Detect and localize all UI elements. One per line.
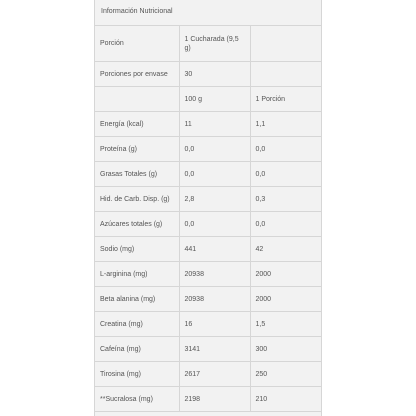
per-100g-value: 11	[179, 112, 250, 137]
per-100g-value: 0,0	[179, 212, 250, 237]
row-label: Creatina (mg)	[95, 312, 179, 337]
table-row	[95, 162, 321, 187]
nutrition-table	[95, 25, 321, 412]
per-100g-value: 0,0	[179, 137, 250, 162]
per-serving-value: 0,0	[250, 162, 321, 187]
per-100g-value: 20938	[179, 287, 250, 312]
per-serving-value: 1,5	[250, 312, 321, 337]
table-row	[95, 287, 321, 312]
table-row	[95, 262, 321, 287]
table-row	[95, 87, 321, 112]
table-row	[95, 187, 321, 212]
per-serving-value: 0,0	[250, 212, 321, 237]
per-100g-value: 16	[179, 312, 250, 337]
per-serving-value: 0,3	[250, 187, 321, 212]
row-label: Proteína (g)	[95, 137, 179, 162]
per-100g-value: 441	[179, 237, 250, 262]
column-header-100g: 100 g	[179, 87, 250, 112]
table-row	[95, 312, 321, 337]
per-serving-value: 2000	[250, 262, 321, 287]
row-label: Grasas Totales (g)	[95, 162, 179, 187]
per-serving-value: 0,0	[250, 137, 321, 162]
table-row	[95, 137, 321, 162]
row-label: Hid. de Carb. Disp. (g)	[95, 187, 179, 212]
nutrition-panel	[94, 0, 322, 416]
per-100g-value: 30	[179, 62, 250, 87]
per-serving-value: 1,1	[250, 112, 321, 137]
column-header-serving: 1 Porción	[250, 87, 321, 112]
per-100g-value: 2617	[179, 362, 250, 387]
table-row	[95, 362, 321, 387]
table-row	[95, 387, 321, 412]
table-row	[95, 337, 321, 362]
row-label: Porción	[95, 26, 179, 62]
per-serving-value: 42	[250, 237, 321, 262]
nutrition-title: Información Nutricional	[101, 8, 173, 15]
per-serving-value: 210	[250, 387, 321, 412]
per-serving-value: 300	[250, 337, 321, 362]
per-100g-value: 0,0	[179, 162, 250, 187]
table-row	[95, 237, 321, 262]
per-serving-value: 2000	[250, 287, 321, 312]
per-serving-value	[250, 26, 321, 62]
per-100g-value: 20938	[179, 262, 250, 287]
row-label	[95, 87, 179, 112]
row-label: Azúcares totales (g)	[95, 212, 179, 237]
row-label: Porciones por envase	[95, 62, 179, 87]
row-label: Tirosina (mg)	[95, 362, 179, 387]
row-label: Cafeína (mg)	[95, 337, 179, 362]
table-row	[95, 212, 321, 237]
row-label: Energía (kcal)	[95, 112, 179, 137]
per-100g-value: 2198	[179, 387, 250, 412]
table-row	[95, 112, 321, 137]
table-row	[95, 62, 321, 87]
per-serving-value	[250, 62, 321, 87]
row-label: Sodio (mg)	[95, 237, 179, 262]
per-100g-value: 1 Cucharada (9,5 g)	[179, 26, 250, 62]
per-100g-value: 2,8	[179, 187, 250, 212]
row-label: L-arginina (mg)	[95, 262, 179, 287]
row-label: **Sucralosa (mg)	[95, 387, 179, 412]
row-label: Beta alanina (mg)	[95, 287, 179, 312]
table-row	[95, 26, 321, 62]
per-serving-value: 250	[250, 362, 321, 387]
per-100g-value: 3141	[179, 337, 250, 362]
